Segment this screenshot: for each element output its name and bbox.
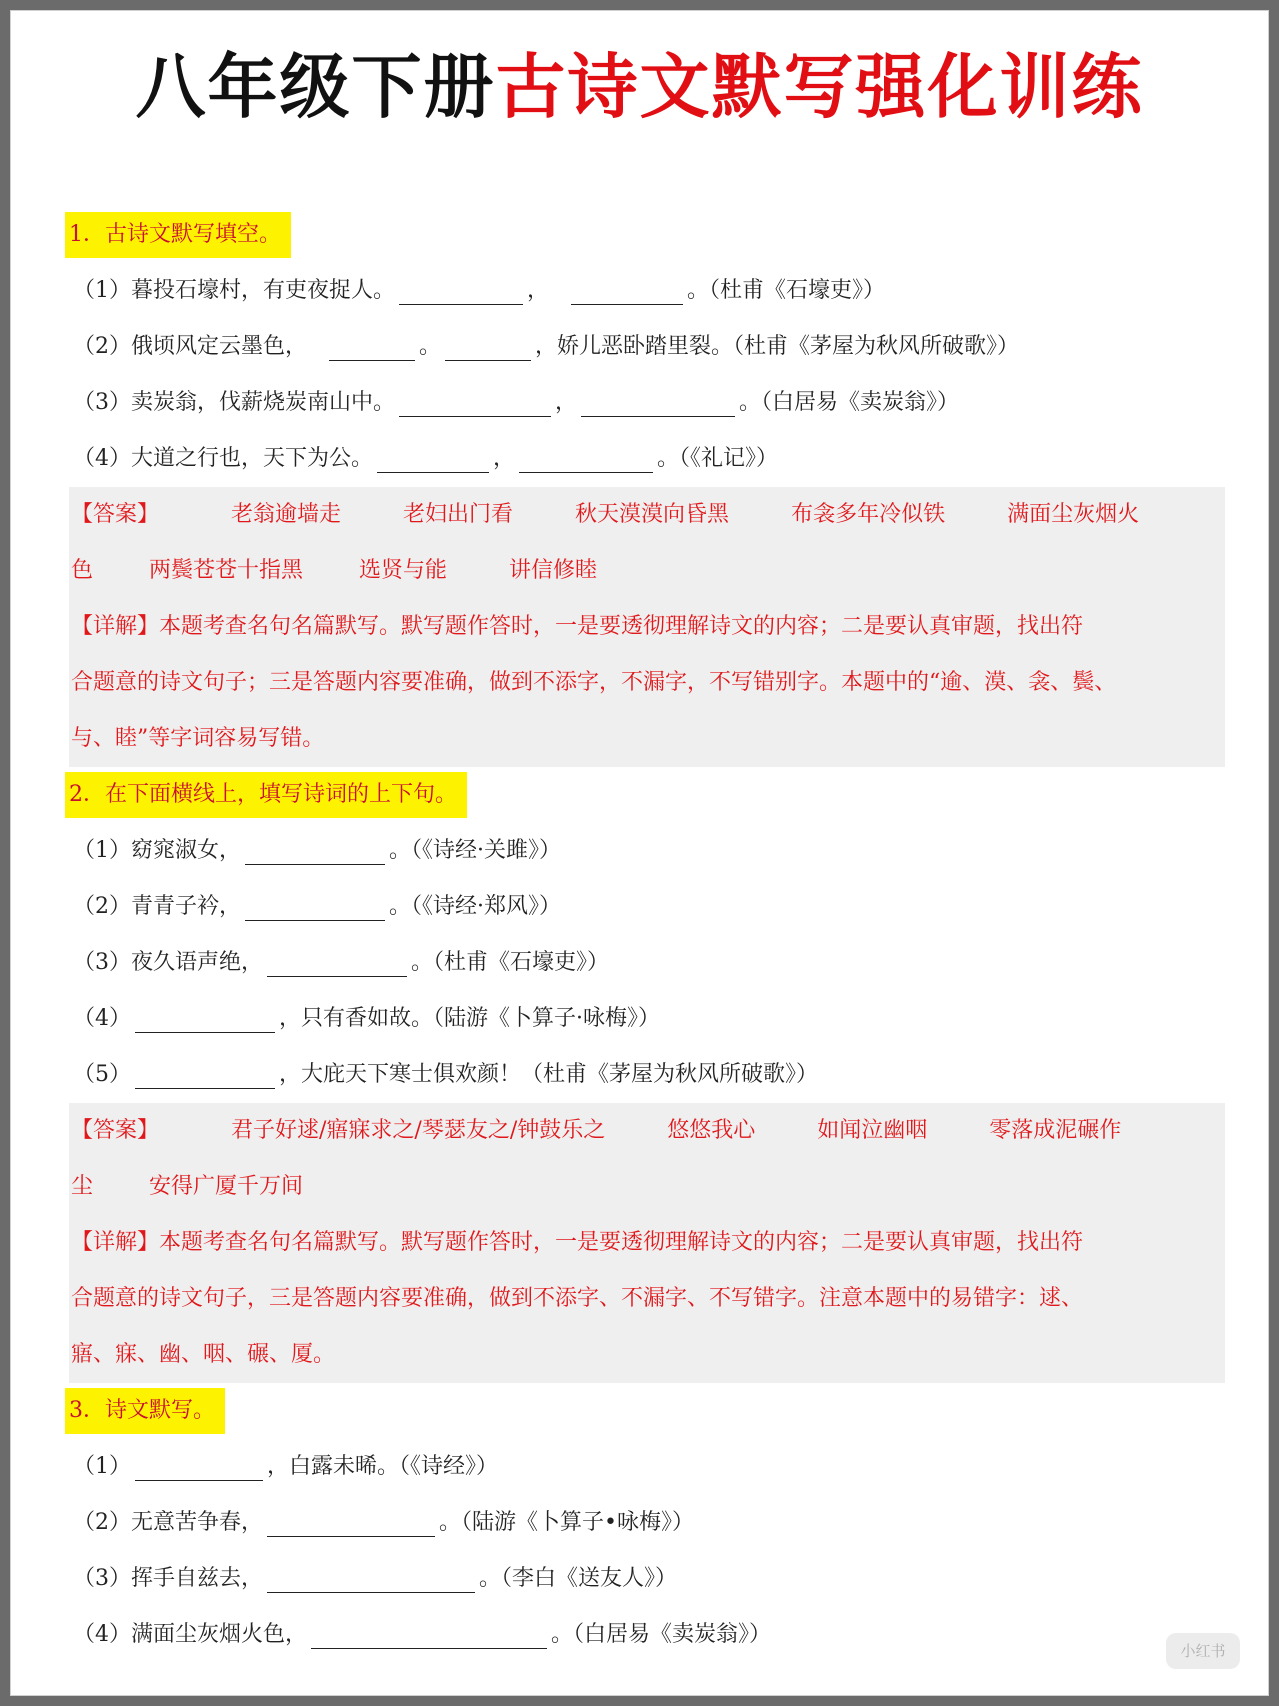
explanation-line: 合题意的诗文句子；三是答题内容要准确，做到不添字，不漏字，不写错别字。本题中的“逾、漠、衾、鬓、 <box>71 670 1117 695</box>
question-1-4: （4）大道之行也，天下为公。 ， 。（《礼记》） <box>65 431 1225 487</box>
question-2-1: （1）窈窕淑女， 。（《诗经·关雎》） <box>65 823 1225 879</box>
answer-blank[interactable] <box>445 330 531 361</box>
answer-blank[interactable] <box>329 330 415 361</box>
answer-text: 色 <box>71 558 94 583</box>
question-3-2: （2）无意苦争春， 。（陆游《卜算子•咏梅》） <box>65 1495 1225 1551</box>
question-3-1: （1） ，白露未晞。（《诗经》） <box>65 1439 1225 1495</box>
title-black-part: 八年级下册 <box>135 46 496 128</box>
document-page <box>10 10 1269 1696</box>
answer-blank[interactable] <box>581 386 735 417</box>
explanation-line: 寤、寐、幽、咽、碾、厦。 <box>71 1342 336 1367</box>
answer-text: 悠悠我心 <box>667 1118 756 1143</box>
answer-text: 布衾多年冷似铁 <box>791 502 946 527</box>
watermark-logo: 小红书 <box>1166 1633 1240 1669</box>
answer-line <box>69 487 1225 543</box>
question-3-3: （3）挥手自兹去， 。（李白《送友人》） <box>65 1551 1225 1607</box>
question-1-1: （1）暮投石壕村，有吏夜捉人。 ， 。（杜甫《石壕吏》） <box>65 263 1225 319</box>
answer-text: 老翁逾墙走 <box>231 502 342 527</box>
explanation-line: 【详解】本题考查名句名篇默写。默写题作答时，一是要透彻理解诗文的内容；二是要认真审题，找出符 <box>71 614 1084 639</box>
explanation-line: 与、睦”等字词容易写错。 <box>71 726 325 751</box>
answer-label: 【答案】 <box>71 1118 160 1143</box>
answer-text: 如闻泣幽咽 <box>817 1118 928 1143</box>
question-2-4: （4） ，只有香如故。（陆游《卜算子·咏梅》） <box>65 991 1225 1047</box>
answer-text: 秋天漠漠向昏黑 <box>575 502 730 527</box>
title-red-part: 古诗文默写强化训练 <box>495 46 1144 128</box>
answer-blank[interactable] <box>135 1058 275 1089</box>
question-2-3: （3）夜久语声绝， 。（杜甫《石壕吏》） <box>65 935 1225 991</box>
answer-blank[interactable] <box>377 442 489 473</box>
page-title <box>11 39 1268 135</box>
answer-blank[interactable] <box>135 1002 275 1033</box>
answer-text: 老妇出门看 <box>403 502 514 527</box>
explanation-line: 【详解】本题考查名句名篇默写。默写题作答时，一是要透彻理解诗文的内容；二是要认真审题，找出符 <box>71 1230 1084 1255</box>
answer-line <box>69 1159 1225 1215</box>
answer-text: 零落成泥碾作 <box>989 1118 1122 1143</box>
explain-label: 【详解】 <box>71 1230 160 1255</box>
answer-blank[interactable] <box>399 386 551 417</box>
answer-box-1 <box>69 487 1225 767</box>
answer-text: 两鬓苍苍十指黑 <box>149 558 304 583</box>
question-2-5: （5） ，大庇天下寒士俱欢颜！（杜甫《茅屋为秋风所破歌》） <box>65 1047 1225 1103</box>
question-1-2: （2）俄顷风定云墨色， 。 ，娇儿恶卧踏里裂。（杜甫《茅屋为秋风所破歌》） <box>65 319 1225 375</box>
answer-blank[interactable] <box>267 1562 475 1593</box>
question-2-2: （2）青青子衿， 。（《诗经·郑风》） <box>65 879 1225 935</box>
answer-blank[interactable] <box>267 946 407 977</box>
explain-label: 【详解】 <box>71 614 160 639</box>
answer-line <box>69 1103 1225 1159</box>
answer-blank[interactable] <box>519 442 653 473</box>
explanation-line: 合题意的诗文句子，三是答题内容要准确，做到不添字、不漏字、不写错字。注意本题中的易错字：逑、 <box>71 1286 1084 1311</box>
answer-text: 选贤与能 <box>359 558 448 583</box>
answer-blank[interactable] <box>267 1506 435 1537</box>
section-2-heading: 2．在下面横线上，填写诗词的上下句。 <box>65 767 1225 823</box>
answer-text: 讲信修睦 <box>509 558 598 583</box>
section-1-heading: 1．古诗文默写填空。 <box>65 207 1225 263</box>
worksheet-content <box>65 207 1225 1663</box>
answer-blank[interactable] <box>399 274 523 305</box>
answer-text: 君子好逑/寤寐求之/琴瑟友之/钟鼓乐之 <box>231 1118 606 1143</box>
answer-text: 安得广厦千万间 <box>149 1174 304 1199</box>
answer-blank[interactable] <box>245 890 385 921</box>
answer-blank[interactable] <box>311 1618 547 1649</box>
answer-blank[interactable] <box>135 1450 263 1481</box>
answer-line <box>69 543 1225 599</box>
section-3-heading: 3．诗文默写。 <box>65 1383 1225 1439</box>
answer-text: 满面尘灰烟火 <box>1007 502 1140 527</box>
question-1-3: （3）卖炭翁，伐薪烧炭南山中。 ， 。（白居易《卖炭翁》） <box>65 375 1225 431</box>
question-3-4: （4）满面尘灰烟火色， 。（白居易《卖炭翁》） <box>65 1607 1225 1663</box>
answer-text: 尘 <box>71 1174 94 1199</box>
answer-blank[interactable] <box>245 834 385 865</box>
answer-label: 【答案】 <box>71 502 160 527</box>
answer-blank[interactable] <box>571 274 683 305</box>
answer-box-2 <box>69 1103 1225 1383</box>
